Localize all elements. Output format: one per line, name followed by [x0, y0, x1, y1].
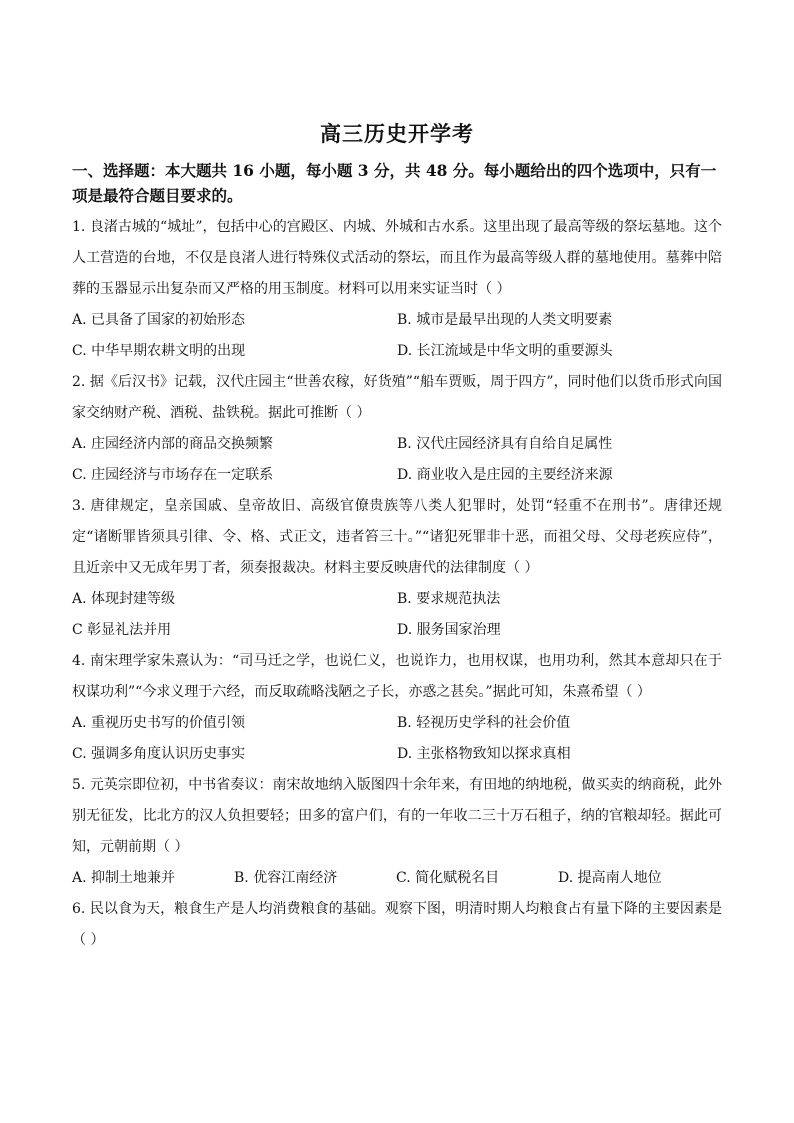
option-b: B. 轻视历史学科的社会价值	[397, 715, 571, 731]
question-4	[72, 646, 722, 770]
option-d: D. 主张格物致知以探求真相	[397, 746, 571, 762]
option-a: A. 重视历史书写的价值引领	[72, 715, 246, 731]
option-a: A. 体现封建等级	[72, 591, 176, 607]
option-b: B. 要求规范执法	[397, 591, 501, 607]
option-a: A. 庄园经济内部的商品交换频繁	[72, 436, 274, 452]
option-b: B. 城市是最早出现的人类文明要素	[397, 312, 613, 328]
question-stem: 3. 唐律规定，皇亲国戚、皇帝故旧、高级官僚贵族等八类人犯罪时，处罚“轻重不在刑书”。唐律还规定“诸断罪皆须具引律、令、格、式正文，违者笞三十。”“诸犯死罪非十恶，而祖父母、父母老疾应侍”，且近亲中又无成年男丁者，须奏报裁决。材料主要反映唐代的法律制度（ ）	[72, 498, 722, 576]
option-b: B. 优容江南经济	[234, 870, 338, 886]
option-list	[72, 429, 722, 491]
option-a: A. 抑制土地兼并	[72, 870, 176, 886]
question-stem: 6. 民以食为天，粮食生产是人均消费粮食的基础。观察下图，明清时期人均粮食占有量下降的主要因素是（ ）	[72, 901, 722, 948]
question-3	[72, 491, 722, 646]
question-stem: 2. 据《后汉书》记载，汉代庄园主“世善农稼，好货殖”“船车贾贩，周于四方”，同时他们以货币形式向国家交纳财产税、酒税、盐铁税。据此可推断（ ）	[72, 374, 722, 421]
option-c: C. 简化赋税名目	[396, 870, 500, 886]
option-c: C 彰显礼法并用	[72, 622, 172, 638]
option-c: C. 强调多角度认识历史事实	[72, 746, 246, 762]
option-b: B. 汉代庄园经济具有自给自足属性	[397, 436, 613, 452]
option-d: D. 商业收入是庄园的主要经济来源	[397, 467, 613, 483]
question-stem: 4. 南宋理学家朱熹认为：“司马迁之学，也说仁义，也说诈力，也用权谋，也用功利，然其本意却只在于权谋功利”“今求义理于六经，而反取疏略浅陋之子长，亦惑之甚矣。”据此可知，朱熹希望（ ）	[72, 653, 722, 700]
exam-page	[72, 118, 722, 956]
question-2	[72, 367, 722, 491]
option-list	[72, 584, 722, 646]
option-d: D. 服务国家治理	[397, 622, 501, 638]
option-list	[72, 863, 722, 894]
option-c: C. 中华早期农耕文明的出现	[72, 343, 246, 359]
question-stem: 1. 良渚古城的“城址”，包括中心的宫殿区、内城、外城和古水系。这里出现了最高等级的祭坛墓地。这个人工营造的台地，不仅是良渚人进行特殊仪式活动的祭坛，而且作为最高等级人群的墓地使用。墓葬中陪葬的玉器显示出复杂而又严格的用玉制度。材料可以用来实证当时（ ）	[72, 219, 722, 297]
option-d: D. 提高南人地位	[558, 870, 662, 886]
section-heading: 一、选择题：本大题共 16 小题，每小题 3 分，共 48 分。每小题给出的四个选项中，只有一项是最符合题目要求的。	[72, 161, 717, 205]
option-list	[72, 708, 722, 770]
question-5	[72, 770, 722, 894]
question-6	[72, 894, 722, 956]
option-list	[72, 305, 722, 367]
question-1	[72, 212, 722, 367]
option-d: D. 长江流域是中华文明的重要源头	[397, 343, 613, 359]
page-title: 高三历史开学考	[320, 121, 474, 146]
question-stem: 5. 元英宗即位初，中书省奏议：南宋故地纳入版图四十余年来，有田地的纳地税，做买卖的纳商税，此外别无征发，比北方的汉人负担要轻；田多的富户们，有的一年收二三十万石租子，纳的官粮却轻。据此可知，元朝前期（ ）	[72, 777, 722, 855]
option-c: C. 庄园经济与市场存在一定联系	[72, 467, 274, 483]
option-a: A. 已具备了国家的初始形态	[72, 312, 246, 328]
